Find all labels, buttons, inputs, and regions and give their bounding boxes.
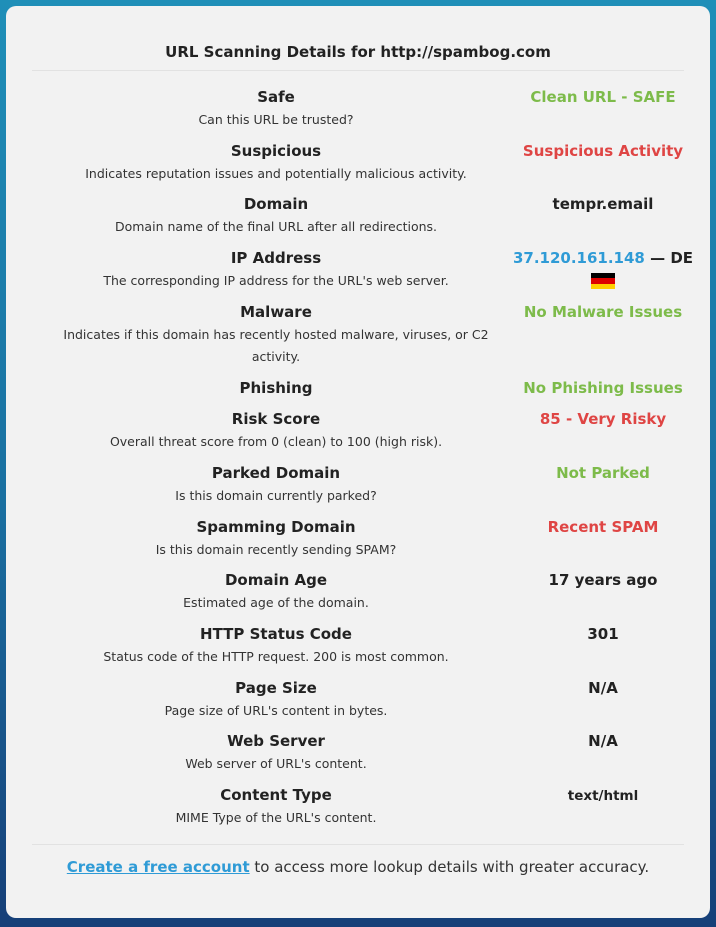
row-desc: Can this URL be trusted? bbox=[198, 112, 354, 127]
spam-status-value: Recent SPAM bbox=[547, 518, 659, 536]
risk-score-value: 85 - Very Risky bbox=[539, 410, 667, 428]
create-account-link[interactable]: Create a free account bbox=[66, 858, 250, 876]
divider-bottom bbox=[32, 844, 684, 845]
row-desc: Estimated age of the domain. bbox=[183, 595, 369, 610]
row-desc: Domain name of the final URL after all redirections. bbox=[114, 219, 438, 234]
row-label: Risk Score bbox=[231, 410, 321, 428]
page-title: URL Scanning Details for http://spambog.com bbox=[165, 43, 551, 61]
row-desc: Indicates reputation issues and potentially malicious activity. bbox=[85, 166, 467, 181]
row-desc: MIME Type of the URL's content. bbox=[175, 810, 377, 825]
row-label: Content Type bbox=[220, 786, 332, 804]
row-label: Suspicious bbox=[230, 142, 322, 160]
content-type-value: text/html bbox=[567, 788, 639, 804]
row-desc: The corresponding IP address for the URL's web server. bbox=[103, 273, 449, 288]
row-label: Page Size bbox=[235, 679, 317, 697]
row-desc: Status code of the HTTP request. 200 is most common. bbox=[103, 649, 449, 664]
row-desc-line2: activity. bbox=[251, 349, 301, 364]
row-desc: Is this domain recently sending SPAM? bbox=[155, 542, 397, 557]
suspicious-status-value: Suspicious Activity bbox=[522, 142, 684, 160]
page-size-value: N/A bbox=[588, 679, 618, 697]
domain-age-value: 17 years ago bbox=[548, 571, 658, 589]
row-label: Web Server bbox=[227, 732, 325, 750]
domain-value: tempr.email bbox=[552, 195, 654, 213]
row-desc: Is this domain currently parked? bbox=[175, 488, 377, 503]
row-label: HTTP Status Code bbox=[200, 625, 352, 643]
footer-text: to access more lookup details with greater accuracy. bbox=[249, 858, 650, 876]
ip-value bbox=[496, 249, 710, 289]
row-label: Phishing bbox=[239, 379, 313, 397]
country-code: — DE bbox=[650, 249, 694, 267]
row-label: Domain Age bbox=[224, 571, 328, 589]
row-label: Safe bbox=[257, 88, 295, 106]
phishing-status-value: No Phishing Issues bbox=[523, 379, 683, 397]
footer-cta bbox=[6, 858, 710, 876]
malware-status-value: No Malware Issues bbox=[523, 303, 683, 321]
row-label: IP Address bbox=[230, 249, 322, 267]
row-label: Spamming Domain bbox=[196, 518, 356, 536]
row-label: Malware bbox=[240, 303, 312, 321]
row-desc-line1: Indicates if this domain has recently hosted malware, viruses, or C2 bbox=[63, 327, 489, 342]
http-status-value: 301 bbox=[587, 625, 619, 643]
parked-status-value: Not Parked bbox=[556, 464, 650, 482]
safe-status-value: Clean URL - SAFE bbox=[530, 88, 676, 106]
ip-address-link[interactable]: 37.120.161.148 bbox=[512, 249, 645, 267]
row-desc: Overall threat score from 0 (clean) to 100 (high risk). bbox=[109, 434, 443, 449]
divider-top bbox=[32, 70, 684, 71]
germany-flag-icon bbox=[591, 273, 615, 289]
row-desc: Web server of URL's content. bbox=[185, 756, 367, 771]
url-scan-card bbox=[6, 6, 710, 918]
row-label: Domain bbox=[243, 195, 309, 213]
row-label: Parked Domain bbox=[211, 464, 341, 482]
row-desc: Page size of URL's content in bytes. bbox=[164, 703, 388, 718]
web-server-value: N/A bbox=[588, 732, 618, 750]
